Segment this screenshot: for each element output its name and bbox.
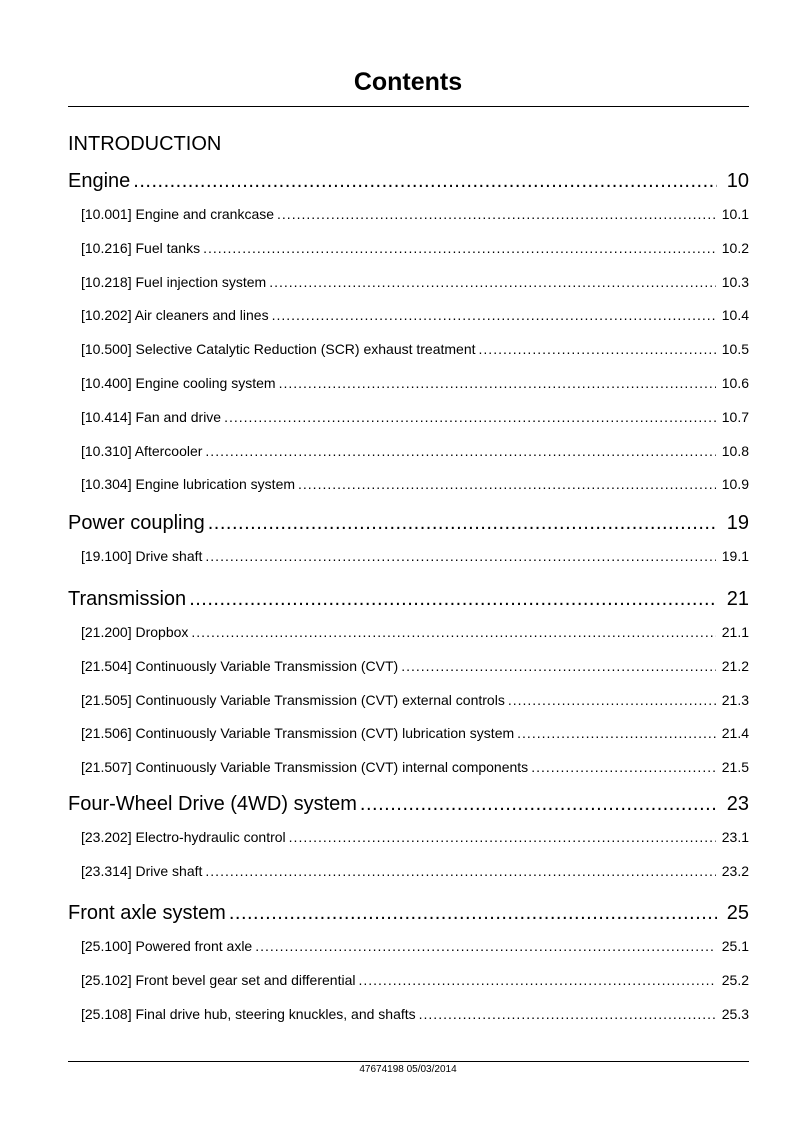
dot-leader [358, 970, 715, 990]
toc-subsection-entry-label: [21.507] Continuously Variable Transmission (CVT) internal components [81, 759, 529, 776]
toc-subsection-entry-label: [21.506] Continuously Variable Transmission (CVT) lubrication system [81, 725, 515, 742]
toc-subsection-entry-label: [25.100] Powered front axle [81, 938, 253, 954]
toc-subsection-entry-page-number: 23.2 [721, 862, 749, 879]
toc-subsection-entry-label: [10.500] Selective Catalytic Reduction (SCR) exhaust treatment [81, 341, 476, 358]
toc-subsection-entry-page-number: 10.5 [721, 341, 749, 358]
toc-subsection-entry-page-number: 21.3 [721, 691, 749, 708]
toc-subsection-entry-label: [19.100] Drive shaft [81, 548, 203, 564]
toc-subsection-entry-label: [21.200] Dropbox [81, 624, 189, 640]
toc-subsection-entry-page-number: 19.1 [721, 548, 749, 564]
toc-subsection-entry-label: [25.108] Final drive hub, steering knuckles, and shafts [81, 1005, 416, 1022]
toc-section-entry-label: Front axle system [68, 902, 226, 924]
toc-subsection-entry[interactable] [81, 656, 749, 676]
toc-section-entry[interactable] [68, 510, 749, 536]
toc-subsection-entry[interactable] [81, 622, 749, 642]
dot-leader [419, 1004, 716, 1024]
dot-leader [360, 791, 717, 817]
toc-subsection-entry-label: [10.310] Aftercooler [81, 442, 203, 459]
dot-leader [205, 546, 715, 566]
toc-subsection-entry-label: [10.216] Fuel tanks [81, 239, 201, 256]
toc-subsection-entry[interactable] [81, 407, 749, 427]
dot-leader [401, 656, 716, 676]
toc-subsection-entry[interactable] [81, 723, 749, 743]
toc-subsection-entry[interactable] [81, 339, 749, 359]
dot-leader [208, 510, 717, 536]
toc-section-entry-label: Transmission [68, 588, 187, 610]
toc-section-entry[interactable] [68, 168, 749, 194]
toc-subsection-entry-page-number: 10.4 [721, 307, 749, 324]
toc-subsection-entry-label: [10.414] Fan and drive [81, 408, 222, 425]
dot-leader [224, 407, 716, 427]
introduction-link[interactable]: INTRODUCTION [68, 133, 222, 155]
toc-subsection-entry[interactable] [81, 936, 749, 956]
page-title: Contents [353, 68, 463, 96]
dot-leader [205, 861, 715, 881]
toc-section-entry-page-number: 10 [726, 170, 749, 192]
toc-subsection-entry[interactable] [81, 441, 749, 461]
toc-subsection-entry-page-number: 25.3 [721, 1005, 749, 1022]
dot-leader [255, 936, 716, 956]
footer-divider [68, 1061, 749, 1062]
toc-subsection-entry-page-number: 21.2 [721, 657, 749, 674]
toc-section-entry[interactable] [68, 791, 749, 817]
toc-subsection-entry-label: [10.001] Engine and crankcase [81, 206, 275, 222]
toc-subsection-entry-page-number: 10.7 [721, 408, 749, 425]
toc-section-entry-label: Engine [68, 170, 131, 192]
toc-subsection-entry-page-number: 10.1 [721, 206, 749, 222]
toc-subsection-entry-page-number: 10.2 [721, 239, 749, 256]
toc-subsection-entry[interactable] [81, 690, 749, 710]
dot-leader [272, 305, 716, 325]
toc-section-entry-page-number: 21 [726, 588, 749, 610]
toc-subsection-entry-page-number: 25.1 [721, 938, 749, 954]
toc-subsection-entry-page-number: 10.9 [721, 476, 749, 493]
toc-subsection-entry-page-number: 10.8 [721, 442, 749, 459]
dot-leader [189, 586, 717, 612]
toc-subsection-entry-page-number: 21.1 [721, 624, 749, 640]
dot-leader [203, 238, 716, 258]
dot-leader [279, 373, 716, 393]
dot-leader [531, 757, 716, 777]
toc-subsection-entry[interactable] [81, 204, 749, 224]
toc-subsection-entry[interactable] [81, 827, 749, 847]
document-footer: 47674198 05/03/2014 [359, 1064, 457, 1075]
toc-subsection-entry-page-number: 10.6 [721, 375, 749, 391]
toc-subsection-entry-page-number: 23.1 [721, 829, 749, 845]
dot-leader [229, 900, 717, 926]
toc-subsection-entry[interactable] [81, 757, 749, 777]
toc-subsection-entry-label: [10.304] Engine lubrication system [81, 476, 296, 493]
toc-subsection-entry[interactable] [81, 1004, 749, 1024]
dot-leader [508, 690, 716, 710]
dot-leader [191, 622, 715, 642]
toc-subsection-entry-label: [23.314] Drive shaft [81, 862, 203, 879]
toc-subsection-entry[interactable] [81, 272, 749, 292]
dot-leader [289, 827, 716, 847]
toc-subsection-entry[interactable] [81, 373, 749, 393]
toc-section-entry-page-number: 25 [726, 902, 749, 924]
toc-subsection-entry[interactable] [81, 546, 749, 566]
dot-leader [479, 339, 716, 359]
toc-section-entry-label: Power coupling [68, 512, 205, 534]
dot-leader [298, 474, 716, 494]
toc-subsection-entry[interactable] [81, 238, 749, 258]
toc-section-entry-page-number: 19 [726, 512, 749, 534]
toc-subsection-entry-label: [10.218] Fuel injection system [81, 273, 267, 290]
dot-leader [133, 168, 716, 194]
toc-subsection-entry[interactable] [81, 861, 749, 881]
toc-subsection-entry-label: [10.400] Engine cooling system [81, 375, 276, 391]
toc-section-entry-label: Four-Wheel Drive (4WD) system [68, 793, 357, 815]
toc-subsection-entry-label: [23.202] Electro-hydraulic control [81, 829, 286, 845]
toc-subsection-entry-label: [21.504] Continuously Variable Transmission (CVT) [81, 657, 399, 674]
toc-subsection-entry[interactable] [81, 474, 749, 494]
toc-subsection-entry-page-number: 25.2 [721, 971, 749, 988]
toc-subsection-entry-label: [10.202] Air cleaners and lines [81, 307, 269, 324]
dot-leader [277, 204, 716, 224]
toc-subsection-entry-page-number: 21.5 [721, 759, 749, 776]
dot-leader [517, 723, 716, 743]
toc-subsection-entry-page-number: 10.3 [721, 273, 749, 290]
dot-leader [205, 441, 715, 461]
toc-section-entry-page-number: 23 [726, 793, 749, 815]
toc-subsection-entry-label: [21.505] Continuously Variable Transmission (CVT) external controls [81, 691, 505, 708]
toc-subsection-entry[interactable] [81, 970, 749, 990]
dot-leader [269, 272, 716, 292]
toc-subsection-entry[interactable] [81, 305, 749, 325]
toc-section-entry[interactable] [68, 586, 749, 612]
toc-subsection-entry-page-number: 21.4 [721, 725, 749, 742]
toc-section-entry[interactable] [68, 900, 749, 926]
toc-subsection-entry-label: [25.102] Front bevel gear set and differential [81, 971, 356, 988]
